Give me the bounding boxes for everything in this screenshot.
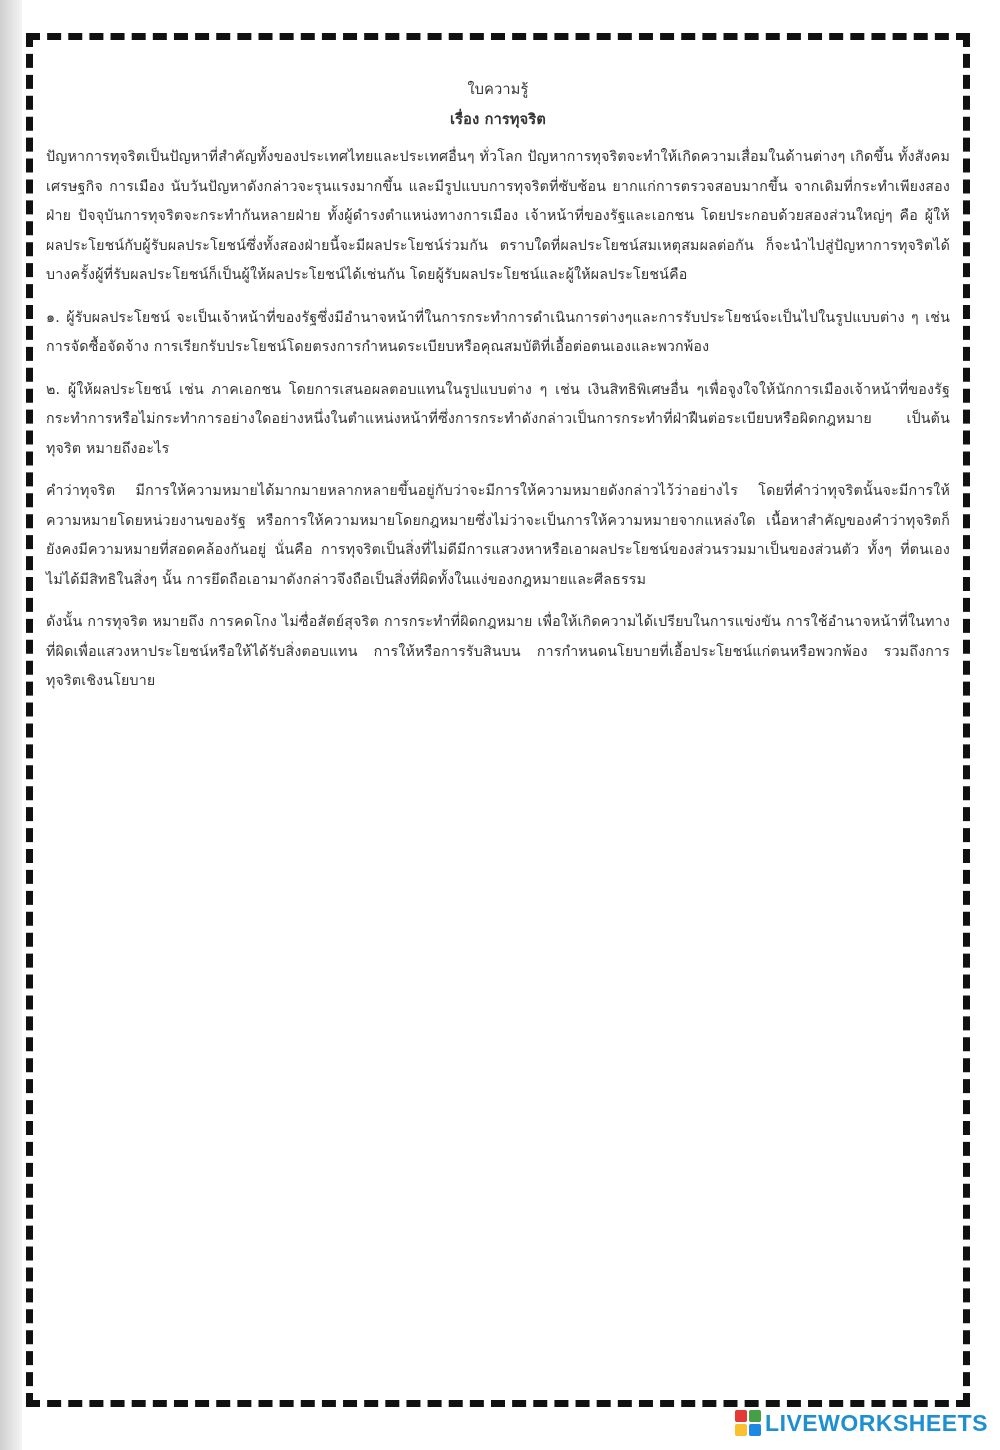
paragraph-conclusion: ดังนั้น การทุจริต หมายถึง การคดโกง ไม่ซื่อสัตย์สุจริต การกระทำที่ผิดกฎหมาย เพื่อให้เกิดความได้เปรียบในการแข่งขัน การใช้อำนาจหน้าที่ในทางที่ผิดเพื่อแสวงหาประโยชน์หรือให้ได้รับสิ่งตอบแทน การให้หรือการรับสินบน การกำหนดนโยบายที่เอื้อประโยชน์แก่ตนหรือพวกพ้อง รวมถึงการทุจริตเชิงนโยบาย: [46, 614, 950, 689]
liveworksheets-brand[interactable]: [735, 1408, 988, 1438]
paragraph-intro: ปัญหาการทุจริตเป็นปัญหาที่สำคัญทั้งของประเทศไทยและประเทศอื่นๆ ทั่วโลก ปัญหาการทุจริตจะทำให้เกิดความเสื่อมในด้านต่างๆ เกิดขึ้น ทั้งสังคม เศรษฐกิจ การเมือง นับวันปัญหาดังกล่าวจะรุนแรงมากขึ้น และมีรูปแบบการทุจริตที่ซับซ้อน ยากแก่การตรวจสอบมากขึ้น จากเดิมที่กระทำเพียงสองฝ่าย ปัจจุบันการทุจริตจะกระทำกันหลายฝ่าย ทั้งผู้ดำรงตำแหน่งทางการเมือง เจ้าหน้าที่ของรัฐและเอกชน โดยประกอบด้วยสองส่วนใหญ่ๆ คือ ผู้ให้ผลประโยชน์กับผู้รับผลประโยชน์ซึ่งทั้งสองฝ่ายนี้จะมีผลประโยชน์ร่วมกัน ตราบใดที่ผลประโยชน์สมเหตุสมผลต่อกัน ก็จะนำไปสู่ปัญหาการทุจริตได้บางครั้งผู้ที่รับผลประโยชน์ก็เป็นผู้ให้ผลประโยชน์ได้เช่นกัน โดยผู้รับผลประโยชน์และผู้ให้ผลประโยชน์คือ: [46, 149, 950, 283]
paragraph-receiver: ๑. ผู้รับผลประโยชน์ จะเป็นเจ้าหน้าที่ของรัฐซึ่งมีอำนาจหน้าที่ในการกระทำการดำเนินการต่างๆและการรับประโยชน์จะเป็นไปในรูปแบบต่าง ๆ เช่น การจัดซื้อจัดจ้าง การเรียกรับประโยชน์โดยตรงการกำหนดระเบียบหรือคุณสมบัติที่เอื้อต่อตนเองและพวกพ้อง: [46, 309, 950, 355]
document-title: ใบความรู้: [467, 82, 529, 98]
liveworksheets-logo-icon: [735, 1410, 761, 1436]
paragraph-giver: ๒. ผู้ให้ผลประโยชน์ เช่น ภาคเอกชน โดยการเสนอผลตอบแทนในรูปแบบต่าง ๆ เช่น เงินสิทธิพิเศษอื่น ๆเพื่อจูงใจให้นักการเมืองเจ้าหน้าที่ของรัฐกระทำการหรือไม่กระทำการอย่างใดอย่างหนึ่งในตำแหน่งหน้าที่ซึ่งการกระทำดังกล่าวเป็นการกระทำที่ฝ่าฝืนต่อระเบียบหรือผิดกฎหมาย เป็นต้นทุจริต หมายถึงอะไร: [46, 381, 950, 457]
document-subtitle: เรื่อง การทุจริต: [450, 111, 546, 128]
liveworksheets-wordmark: LIVEWORKSHEETS: [765, 1409, 988, 1436]
worksheet-document: [46, 76, 950, 710]
paragraph-definition: คำว่าทุจริต มีการให้ความหมายได้มากมายหลากหลายขึ้นอยู่กับว่าจะมีการให้ความหมายดังกล่าวไว้ว่าอย่างไร โดยที่คำว่าทุจริตนั้นจะมีการให้ความหมายโดยหน่วยงานของรัฐ หรือการให้ความหมายโดยกฎหมายซึ่งไม่ว่าจะเป็นการให้ความหมายจากแหล่งใด เนื้อหาสำคัญของคำว่าทุจริตก็ยังคงมีความหมายที่สอดคล้องกันอยู่ นั่นคือ การทุจริตเป็นสิ่งที่ไม่ดีมีการแสวงหาหรือเอาผลประโยชน์ของส่วนรวมมาเป็นของส่วนตัว ทั้งๆ ที่ตนเองไม่ได้มีสิทธิในสิ่งๆ นั้น การยึดถือเอามาดังกล่าวจึงถือเป็นสิ่งที่ผิดทั้งในแง่ของกฎหมายและศีลธรรม: [46, 483, 950, 588]
page-edge-shadow: [0, 0, 22, 1450]
